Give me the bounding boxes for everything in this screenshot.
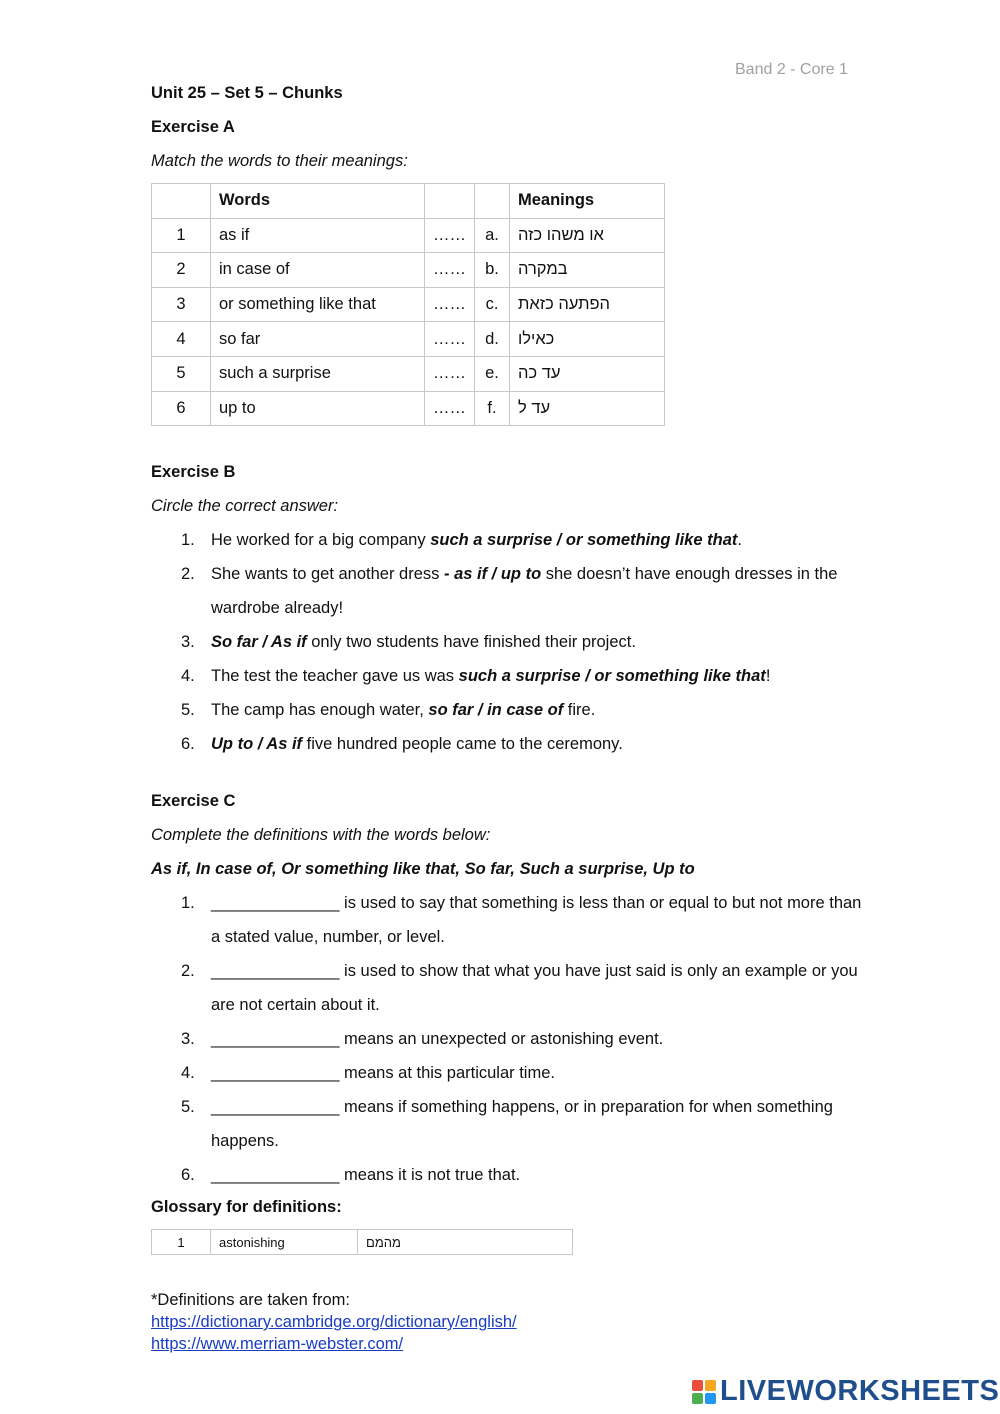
list-item[interactable]: 3. ______________ means an unexpected or astonishing event. bbox=[181, 1030, 664, 1048]
band-label: Band 2 - Core 1 bbox=[735, 61, 848, 78]
glossary-title: Glossary for definitions: bbox=[151, 1198, 342, 1216]
list-item[interactable]: 6. ______________ means it is not true that. bbox=[181, 1166, 521, 1184]
list-item: 2. She wants to get another dress - as if / up to she doesn’t have enough dresses in the wardrobe already! bbox=[181, 565, 838, 617]
word-bank: As if, In case of, Or something like that, So far, Such a surprise, Up to bbox=[151, 860, 695, 878]
list-item: 1. He worked for a big company such a surprise / or something like that. bbox=[181, 531, 742, 549]
answer-blank[interactable]: …… bbox=[425, 287, 475, 322]
answer-blank[interactable]: …… bbox=[425, 253, 475, 288]
answer-choice[interactable]: - as if / up to bbox=[443, 565, 542, 583]
answer-choice[interactable]: so far / in case of bbox=[428, 701, 564, 719]
list-item[interactable]: 2. ______________ is used to show that what you have just said is only an example or you are not certain about it. bbox=[181, 962, 858, 1014]
sources-label: *Definitions are taken from: bbox=[151, 1291, 351, 1309]
list-item[interactable]: 4. ______________ means at this particular time. bbox=[181, 1064, 555, 1082]
liveworksheets-logo bbox=[692, 1375, 999, 1408]
answer-choice[interactable]: such a surprise / or something like that bbox=[458, 667, 766, 685]
exercise-a-title: Exercise A bbox=[151, 118, 235, 136]
exercise-b-instruction: Circle the correct answer: bbox=[151, 497, 339, 515]
answer-blank[interactable]: …… bbox=[425, 356, 475, 391]
exercise-c-title: Exercise C bbox=[151, 792, 236, 810]
table-row: 5 such a surprise …… e. עד כה bbox=[152, 356, 665, 391]
exercise-a-instruction: Match the words to their meanings: bbox=[151, 152, 408, 170]
exercise-c-list bbox=[151, 886, 871, 1192]
exercise-b-title: Exercise B bbox=[151, 463, 236, 481]
list-item: 3. So far / As if only two students have finished their project. bbox=[181, 633, 636, 651]
list-item: 4. The test the teacher gave us was such a surprise / or something like that! bbox=[181, 667, 771, 685]
table-header-row bbox=[152, 184, 665, 219]
answer-choice[interactable]: such a surprise / or something like that bbox=[430, 531, 738, 549]
cambridge-link[interactable]: https://dictionary.cambridge.org/dictionary/english/ bbox=[151, 1313, 517, 1331]
answer-choice[interactable]: Up to / As if bbox=[211, 735, 303, 753]
answer-blank[interactable]: …… bbox=[425, 218, 475, 253]
answer-choice[interactable]: So far / As if bbox=[211, 633, 307, 651]
table-row: 3 or something like that …… c. הפתעה כזאת bbox=[152, 287, 665, 322]
exercise-c-instruction: Complete the definitions with the words below: bbox=[151, 826, 491, 844]
list-item[interactable]: 5. ______________ means if something happens, or in preparation for when something happens. bbox=[181, 1098, 833, 1150]
table-row: 2 in case of …… b. במקרה bbox=[152, 253, 665, 288]
logo-squares-icon bbox=[692, 1380, 716, 1404]
sources bbox=[151, 1289, 517, 1355]
logo-text: LIVEWORKSHEETS bbox=[720, 1375, 1000, 1407]
glossary-table bbox=[151, 1229, 573, 1255]
page-title: Unit 25 – Set 5 – Chunks bbox=[151, 84, 343, 102]
words-header: Words bbox=[211, 184, 425, 219]
list-item: 6. Up to / As if five hundred people came to the ceremony. bbox=[181, 735, 623, 753]
merriam-webster-link[interactable]: https://www.merriam-webster.com/ bbox=[151, 1335, 404, 1353]
matching-table bbox=[151, 183, 665, 426]
table-row: 1 astonishing מהמם bbox=[152, 1230, 573, 1255]
table-row: 6 up to …… f. עד ל bbox=[152, 391, 665, 426]
table-row: 4 so far …… d. כאילו bbox=[152, 322, 665, 357]
answer-blank[interactable]: …… bbox=[425, 322, 475, 357]
answer-blank[interactable]: …… bbox=[425, 391, 475, 426]
exercise-b-list bbox=[151, 523, 871, 761]
list-item: 5. The camp has enough water, so far / in case of fire. bbox=[181, 701, 596, 719]
table-row: 1 as if …… a. או משהו כזה bbox=[152, 218, 665, 253]
meanings-header: Meanings bbox=[510, 184, 665, 219]
list-item[interactable]: 1. ______________ is used to say that something is less than or equal to but not more than a stated value, number, or level. bbox=[181, 894, 862, 946]
